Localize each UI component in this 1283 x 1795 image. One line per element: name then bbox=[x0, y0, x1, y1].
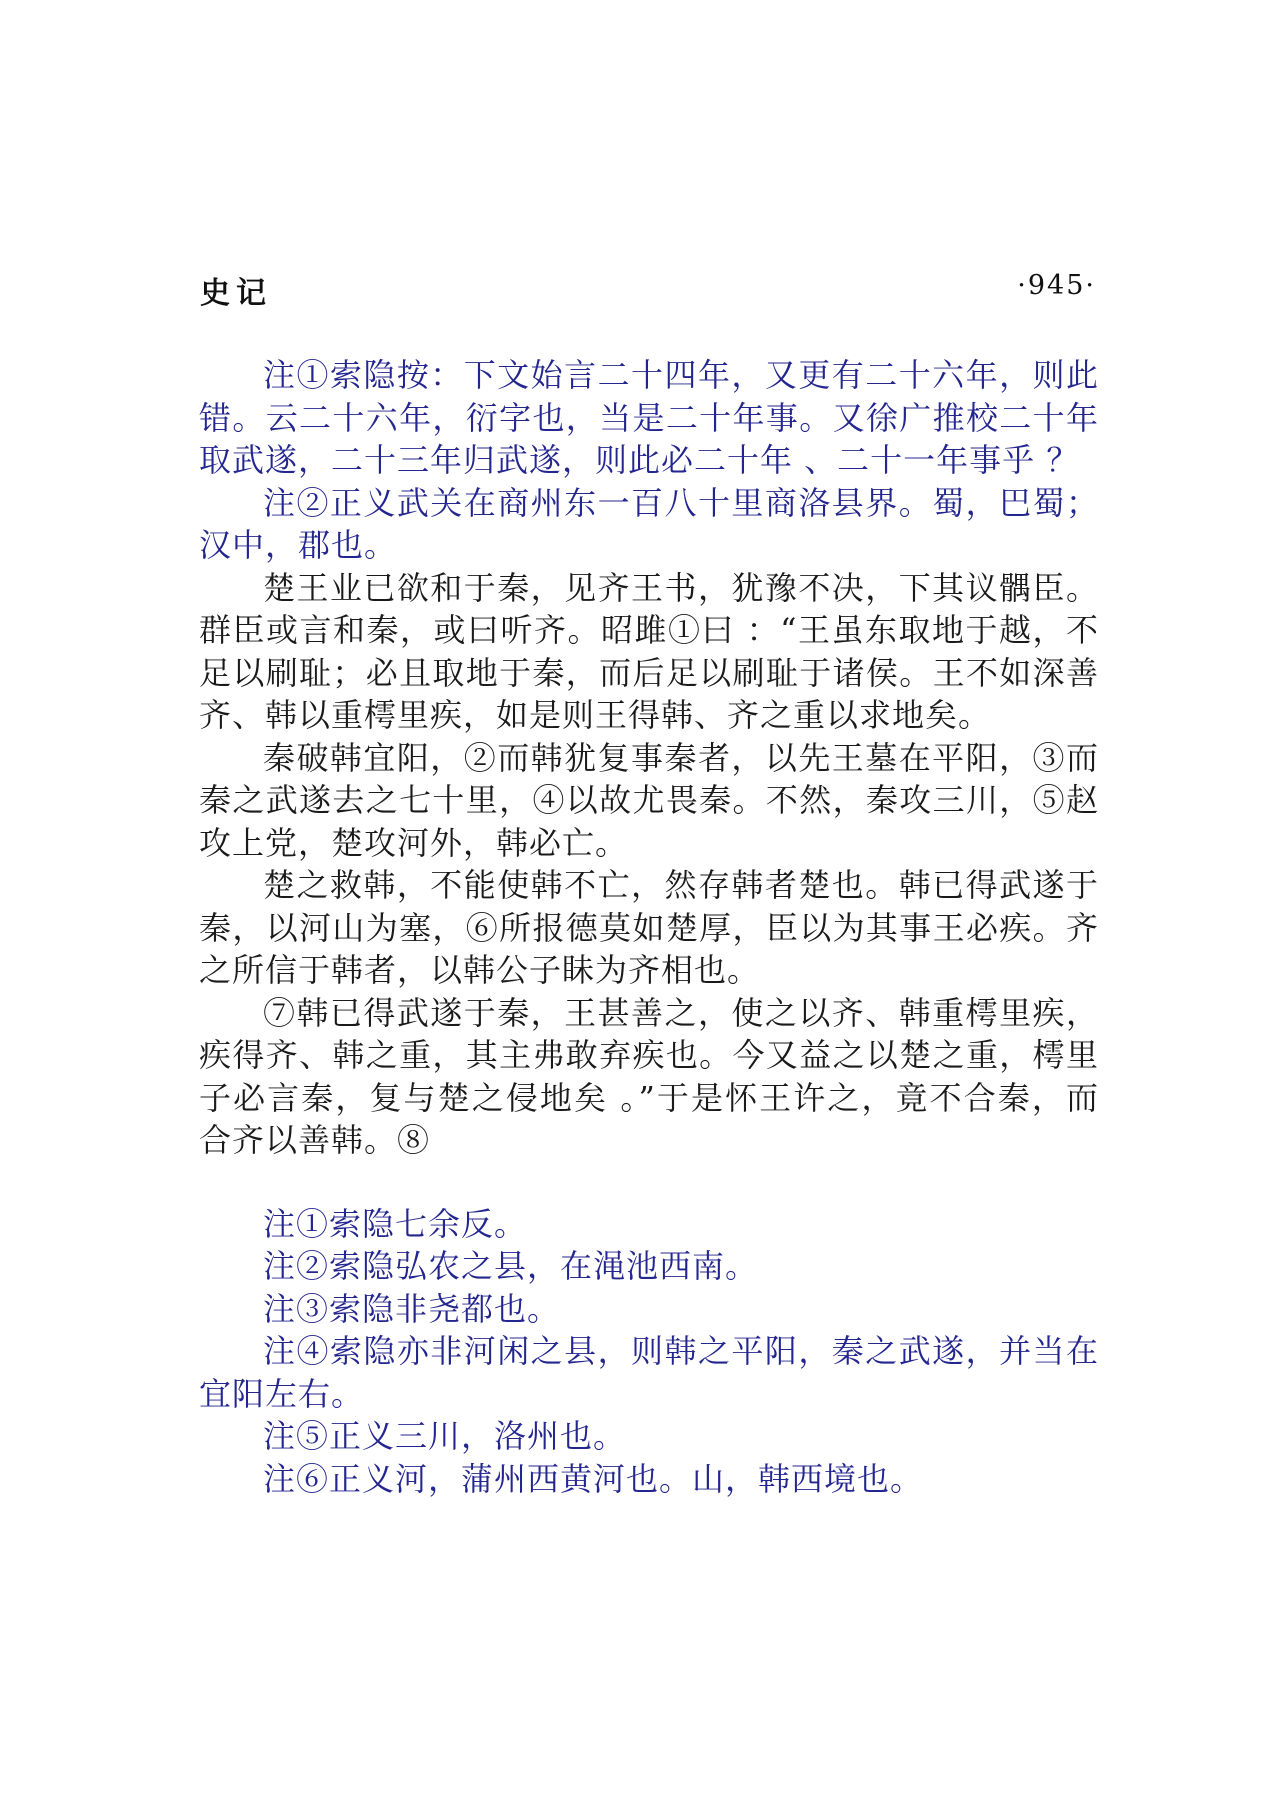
annotation-note: 注④索隐亦非河闲之县，则韩之平阳，秦之武遂，并当在宜阳左右。 bbox=[199, 1332, 1099, 1413]
page-content bbox=[199, 354, 1099, 1500]
body-paragraph: 楚王业已欲和于秦，见齐王书，犹豫不决，下其议髃臣。群臣或言和秦，或曰听齐。昭雎①曰 ：“王虽东取地于越，不足以刷耻；必且取地于秦，而后足以刷耻于诸侯。王不如深善齐、韩以重樗里疾，如是则王得韩、齐之重以求地矣。 bbox=[199, 568, 1099, 734]
annotation-note: 注②索隐弘农之县，在渑池西南。 bbox=[263, 1247, 759, 1285]
page-header bbox=[200, 268, 1096, 312]
body-paragraph: 秦破韩宜阳，②而韩犹复事秦者，以先王墓在平阳，③而秦之武遂去之七十里，④以故尤畏秦。不然，秦攻三川，⑤赵攻上党，楚攻河外，韩必亡。 bbox=[199, 738, 1099, 862]
section-gap bbox=[199, 1162, 1099, 1203]
page-number: ·945· bbox=[1017, 270, 1096, 301]
book-title: 史记 bbox=[200, 276, 272, 311]
annotation-note: 注②正义武关在商州东一百八十里商洛县界。蜀，巴蜀；汉中，郡也。 bbox=[199, 483, 1099, 564]
annotation-note: 注③索隐非尧都也。 bbox=[263, 1289, 561, 1328]
annotation-note: 注①索隐七余反。 bbox=[263, 1204, 528, 1243]
annotation-note: 注⑥正义河，蒲州西黄河也。山，韩西境也。 bbox=[263, 1459, 924, 1498]
body-paragraph: ⑦韩已得武遂于秦，王甚善之，使之以齐、韩重樗里疾，疾得齐、韩之重，其主弗敢弃疾也。今又益之以楚之重，樗里子必言秦，复与楚之侵地矣 。”于是怀王许之，竟不合秦，而合齐以善韩。⑧ bbox=[199, 993, 1099, 1159]
body-paragraph: 楚之救韩，不能使韩不亡，然存韩者楚也。韩已得武遂于秦，以河山为塞，⑥所报德莫如楚厚，臣以为其事王必疾。齐之所信于韩者，以韩公子眛为齐相也。 bbox=[199, 866, 1099, 989]
annotation-note: 注⑤正义三川，洛州也。 bbox=[263, 1417, 627, 1455]
annotation-note: 注①索隐按：下文始言二十四年，又更有二十六年，则此错。云二十六年，衍字也，当是二十年事。又徐广推校二十年取武遂，二十三年归武遂，则此必二十年 、二十一年事乎 ？ bbox=[199, 356, 1099, 479]
